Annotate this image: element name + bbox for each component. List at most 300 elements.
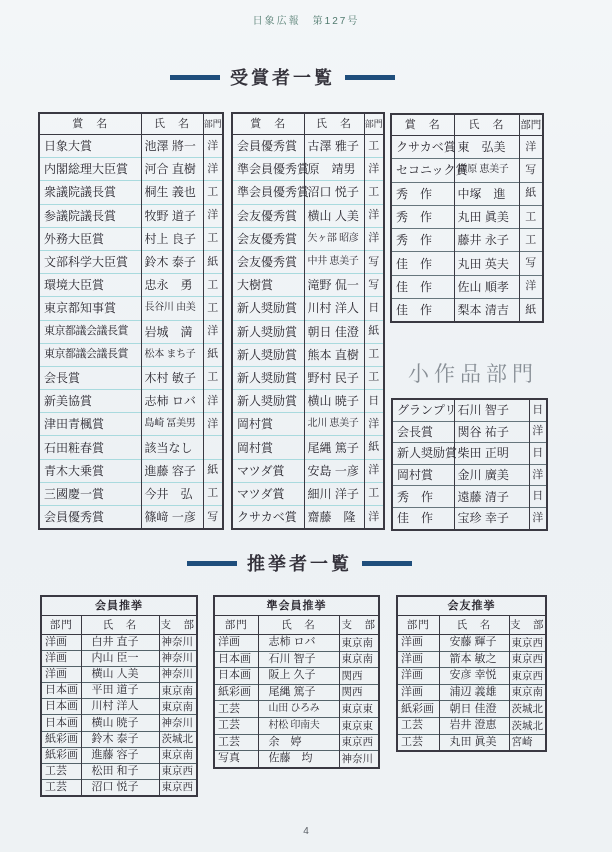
table-cell: 洋画 [401,636,423,649]
table-cell: 洋 [203,390,223,413]
table-row [39,274,223,297]
table-cell: 浦辺 義雄 [439,684,509,701]
table-row [41,651,197,667]
table-cell: 梨本 清吉 [454,299,519,323]
table-row [39,459,223,482]
table-cell: 写 [519,159,543,182]
table-cell: 木村 敏子 [141,366,203,389]
table-header-row [214,616,379,635]
table-cell: 尾縄 篤子 [258,684,339,701]
table-cell: 工 [203,274,223,297]
table-cell: 洋 [203,413,223,436]
table-cell: 東京西 [509,635,546,652]
table-cell: 内山 臣一 [81,651,159,667]
table-row [232,366,384,389]
table-cell: 新人奨励賞 [392,443,454,465]
table-row [232,297,384,320]
table-cell: 洋 [519,136,543,159]
header-cell: 氏 名 [141,113,203,135]
table-cell: 日 [364,390,384,413]
table-cell: 工芸 [214,717,258,734]
table-row [232,204,384,227]
table-cell: 紙 [203,343,223,366]
table-row [232,390,384,413]
table-row [41,715,197,731]
table-body [232,135,384,530]
table-cell: 秀 作 [391,182,454,205]
table-row [391,136,543,159]
table-cell: 工芸 [41,779,81,796]
table-cell: 日本画 [214,668,258,685]
table-row [397,734,546,751]
header-cell: 部門 [397,616,439,635]
table-cell: 尾縄 篤子 [304,436,364,459]
table-cell: 鈴木 泰子 [81,731,159,747]
winners-section-title [170,64,395,90]
table-cell: 新人奨励賞 [232,297,304,320]
table-row [232,250,384,273]
table-cell: 村松 印南夫 [258,717,339,734]
table-cell: 東京西 [509,651,546,668]
table-cell: 河合 直樹 [141,158,203,181]
table-cell: 野村 民子 [304,366,364,389]
table-cell: 茨城北 [159,731,197,747]
table-cell: 中井 恵美子 [304,250,364,273]
table-cell: 工芸 [41,763,81,779]
table-cell: 紙 [519,182,543,205]
table-cell: 準会員優秀賞 [232,158,304,181]
table-cell: 準会員優秀賞 [232,181,304,204]
table-row [41,763,197,779]
table-row [391,159,543,182]
table-cell: 工 [519,205,543,228]
table-body [214,635,379,768]
table-cell: 洋画 [45,636,67,649]
table-row [392,486,547,508]
table-cell: 藤井 永子 [454,229,519,252]
table-cell: 横山 人美 [81,667,159,683]
table-cell: マツダ賞 [232,482,304,505]
table-cell: 松本 まち子 [141,343,203,366]
table-cell: 茨城北 [509,701,546,718]
table-cell: 工 [364,482,384,505]
table-cell: 東京都知事賞 [39,297,141,320]
table-cell: 佳 作 [391,299,454,323]
table-cell: 紙 [203,250,223,273]
table-cell: 横山 暁子 [81,715,159,731]
table-cell: 洋画 [41,651,81,667]
table-cell: 工 [203,181,223,204]
table-cell: 朝日 佳澄 [439,701,509,718]
table-cell: 東京西 [339,734,379,751]
table-cell: 工 [203,366,223,389]
table-cell: 写 [519,252,543,275]
table-cell: 会友優秀賞 [232,250,304,273]
table-cell: 安藤 輝子 [439,635,509,652]
table-header-row [232,113,384,135]
table-cell: 志柿 ロバ [258,635,339,652]
table-cell: 川村 洋人 [304,297,364,320]
header-cell: 部門 [203,113,223,135]
table-cell: 工芸 [397,717,439,734]
table-cell: 日本画 [41,699,81,715]
table-body [391,136,543,323]
table-cell: 沼口 悦子 [304,181,364,204]
winners-title-text: 受賞者一覧 [230,68,335,88]
table-cell: 環境大臣賞 [39,274,141,297]
table-cell: グランプリ [397,403,457,418]
table-cell: 洋 [203,135,223,158]
table-cell: 洋 [529,464,547,486]
table-cell: 矢ヶ部 昭彦 [304,227,364,250]
table-cell: 洋 [364,227,384,250]
table-cell: 神奈川 [159,715,197,731]
table-row [41,683,197,699]
table-cell: 東京都議会議長賞 [39,343,141,366]
title-rule-left [170,75,220,80]
table-row [214,668,379,685]
table-cell: 会員優秀賞 [39,506,141,530]
title-rule-right [362,561,412,566]
table-header-row [39,113,223,135]
table-cell: 工 [203,297,223,320]
table-row [232,181,384,204]
table-cell: クサカベ賞 [396,140,456,155]
table-row [232,413,384,436]
table-cell: 柴田 正明 [454,443,529,465]
table-head [214,596,379,635]
table-cell: 東京東 [339,701,379,718]
table-cell: 中塚 進 [454,182,519,205]
table-row [391,275,543,298]
table-cell: 佐山 順孝 [454,275,519,298]
table-cell: 川村 洋人 [81,699,159,715]
table-cell: 工 [364,366,384,389]
table-row [397,701,546,718]
table-header-row [391,114,543,136]
table-cell: 該当なし [141,436,203,459]
table-body [392,399,547,530]
table-body [39,135,223,530]
table-row [39,436,223,459]
table-row [39,158,223,181]
table-cell: 岡村賞 [392,464,454,486]
small-works-heading: 小作品部門 [408,362,538,386]
table-cell: 紙 [364,320,384,343]
table-row [232,320,384,343]
table-cell: 志柿 ロバ [141,390,203,413]
table-cell: 齋藤 隆 [304,506,364,530]
table-cell: 衆議院議長賞 [39,181,141,204]
table-cell: 紙彩画 [397,701,439,718]
table-cell: 北川 恵美子 [304,413,364,436]
table-cell: 関西 [339,684,379,701]
table-cell: クサカベ賞 [232,506,304,530]
table-row [39,204,223,227]
table-row [232,436,384,459]
header-cell: 賞 名 [232,113,304,135]
table-row [232,482,384,505]
table-cell: 洋画 [397,651,439,668]
table-cell: 洋 [203,158,223,181]
table-cell: 山田 ひろみ [258,701,339,718]
table-cell: 松田 和子 [81,763,159,779]
recommenders-title-text: 推挙者一覧 [247,554,352,574]
table-row [39,366,223,389]
table-cell: 洋 [364,506,384,530]
table-cell: 紙 [519,299,543,323]
header-cell: 部門 [519,114,543,136]
table-cell [203,436,223,459]
table-cell: 内閣総理大臣賞 [39,158,141,181]
table-cell: 工 [364,181,384,204]
table-cell: 岡村賞 [232,436,304,459]
table-cell: 佐藤 均 [258,751,339,768]
table-cell: 三國慶一賞 [39,482,141,505]
table-cell: 岩井 澄恵 [439,717,509,734]
table-cell: 今井 弘 [141,482,203,505]
table-title: 会友推挙 [397,596,546,616]
table-row [39,482,223,505]
newsletter-masthead: 日象広報 第127号 [252,16,360,27]
header-cell: 賞 名 [391,114,454,136]
table-cell: 新人奨励賞 [232,343,304,366]
page-number: 4 [303,826,309,837]
table-cell: 白井 直子 [81,635,159,651]
table-cell: 沼口 悦子 [81,779,159,796]
table-cell: 洋 [364,204,384,227]
table-row [392,464,547,486]
table-cell: 熊本 直樹 [304,343,364,366]
table-cell: 神奈川 [159,667,197,683]
header-cell: 部門 [214,616,258,635]
small-works-table [391,398,548,531]
table-cell: 参議院議長賞 [39,204,141,227]
table-row [39,297,223,320]
table-cell: 東京南 [339,651,379,668]
table-cell: 安島 一彦 [304,459,364,482]
table-cell: 日本画 [41,715,81,731]
table-cell: 東京東 [339,717,379,734]
table-cell: 洋 [203,320,223,343]
table-cell: 神奈川 [339,751,379,768]
table-cell: 東京南 [159,683,197,699]
table-row [397,717,546,734]
table-row [39,250,223,273]
table-row [392,399,547,421]
table-cell: 日本画 [41,683,81,699]
table-row [39,227,223,250]
table-cell: 古澤 雅子 [304,135,364,158]
title-rule-right [345,75,395,80]
table-cell: 東京西 [509,668,546,685]
table-cell: 細川 洋子 [304,482,364,505]
table-cell: 横山 人美 [304,204,364,227]
table-cell: 石川 智子 [258,651,339,668]
table-cell: 島崎 冨美男 [141,413,203,436]
table-cell: セコニック賞 [391,159,454,182]
table-cell: 紙 [364,436,384,459]
table-cell: 紙彩画 [214,684,258,701]
table-row [232,506,384,530]
table-title-row [397,596,546,616]
table-cell: 宝珍 幸子 [454,507,529,529]
table-head [391,114,543,136]
table-row [232,227,384,250]
table-cell: 紙彩画 [41,747,81,763]
table-cell: マツダ賞 [232,459,304,482]
table-cell: 洋 [529,507,547,529]
table-cell: 洋画 [218,636,240,649]
table-cell: 岩城 満 [141,320,203,343]
table-cell: 長谷川 由美 [141,297,203,320]
table-row [41,667,197,683]
table-cell: 進藤 容子 [81,747,159,763]
table-row [41,779,197,796]
table-cell: 東京南 [509,684,546,701]
table-cell: 新人奨励賞 [232,390,304,413]
table-row [232,459,384,482]
friend-recommendation-table [396,595,547,752]
table-cell: 洋 [364,413,384,436]
header-cell: 支 部 [159,616,197,635]
table-row [214,651,379,668]
table-row [39,181,223,204]
table-cell: 大樹賞 [232,274,304,297]
table-cell: 外務大臣賞 [39,227,141,250]
header-cell: 賞 名 [39,113,141,135]
table-row [41,635,197,651]
table-cell: 石田粧春賞 [39,436,141,459]
table-row [391,229,543,252]
table-cell: 忠永 勇 [141,274,203,297]
table-cell: 丸田 眞美 [439,734,509,751]
table-header-row [397,616,546,635]
table-cell: 会長賞 [392,421,454,443]
table-cell: 洋画 [41,667,81,683]
table-cell: 洋 [364,459,384,482]
table-cell: 東京西 [159,763,197,779]
table-cell: 工 [364,135,384,158]
table-cell: 新美協賞 [39,390,141,413]
table-cell: 佳 作 [391,275,454,298]
table-cell: 日 [529,399,547,421]
table-head [397,596,546,635]
table-cell: 紙 [203,459,223,482]
table-cell: 工 [203,482,223,505]
table-cell: 関谷 祐子 [454,421,529,443]
table-header-row [41,616,197,635]
table-cell: 東京南 [159,699,197,715]
table-row [214,717,379,734]
table-cell: 新人奨励賞 [232,366,304,389]
table-row [214,734,379,751]
table-cell: 洋 [519,275,543,298]
table-row [397,635,546,652]
table-row [39,390,223,413]
table-cell: 新人奨励賞 [232,320,304,343]
table-cell: 横山 暁子 [304,390,364,413]
table-cell: 篠﨑 一彦 [141,506,203,530]
table-cell: 洋画 [397,668,439,685]
table-cell: 秀 作 [391,205,454,228]
table-cell: 進藤 容子 [141,459,203,482]
awards-table-middle [231,112,385,530]
table-cell: 写 [203,506,223,530]
table-cell: 宮崎 [509,734,546,751]
table-cell: 青木大乗賞 [39,459,141,482]
table-head [232,113,384,135]
table-row [39,413,223,436]
table-cell: 洋画 [397,684,439,701]
table-cell: 丸田 眞美 [454,205,519,228]
table-cell: 工芸 [214,734,258,751]
table-row [392,507,547,529]
table-row [391,205,543,228]
table-cell: 滝野 侃一 [304,274,364,297]
table-cell: 茨城北 [509,717,546,734]
table-cell: 洋 [203,204,223,227]
table-cell: 安彦 幸悦 [439,668,509,685]
table-row [214,635,379,652]
header-cell: 氏 名 [258,616,339,635]
table-row [232,343,384,366]
table-cell: 洋 [364,158,384,181]
awards-table-main [38,112,224,530]
table-cell: 工 [519,229,543,252]
table-row [391,182,543,205]
table-cell: 日 [529,486,547,508]
table-cell: 槇原 恵美子 [454,159,519,182]
table-row [397,668,546,685]
table-cell: 工芸 [397,734,439,751]
table-cell: 牧野 道子 [141,204,203,227]
table-cell: 石川 智子 [454,399,529,421]
table-cell: 日本画 [214,651,258,668]
table-cell: 池澤 將一 [141,135,203,158]
table-cell: 箭本 敏之 [439,651,509,668]
table-cell: 写真 [214,751,258,768]
table-cell: 金川 廣美 [454,464,529,486]
table-cell: 紙彩画 [41,731,81,747]
header-cell: 氏 名 [454,114,519,136]
member-recommendation-table [40,595,198,797]
header-cell: 部門 [41,616,81,635]
table-cell: 秀 作 [391,229,454,252]
table-row [39,343,223,366]
table-row [39,506,223,530]
table-cell: 会長賞 [39,366,141,389]
table-cell: 原 靖男 [304,158,364,181]
table-cell: 朝日 佳澄 [304,320,364,343]
table-row [232,158,384,181]
header-cell: 氏 名 [439,616,509,635]
table-cell: 平田 道子 [81,683,159,699]
table-row [392,443,547,465]
table-row [391,299,543,323]
table-cell: 遠藤 清子 [454,486,529,508]
table-cell: 桐生 義也 [141,181,203,204]
table-cell: 会員優秀賞 [237,139,298,154]
table-row [232,135,384,158]
table-row [392,421,547,443]
table-cell: 文部科学大臣賞 [39,250,141,273]
table-row [391,252,543,275]
table-cell: 鈴木 泰子 [141,250,203,273]
table-cell: 丸田 英夫 [454,252,519,275]
table-cell: 東京西 [159,779,197,796]
table-cell: 東京都議会議長賞 [39,320,141,343]
